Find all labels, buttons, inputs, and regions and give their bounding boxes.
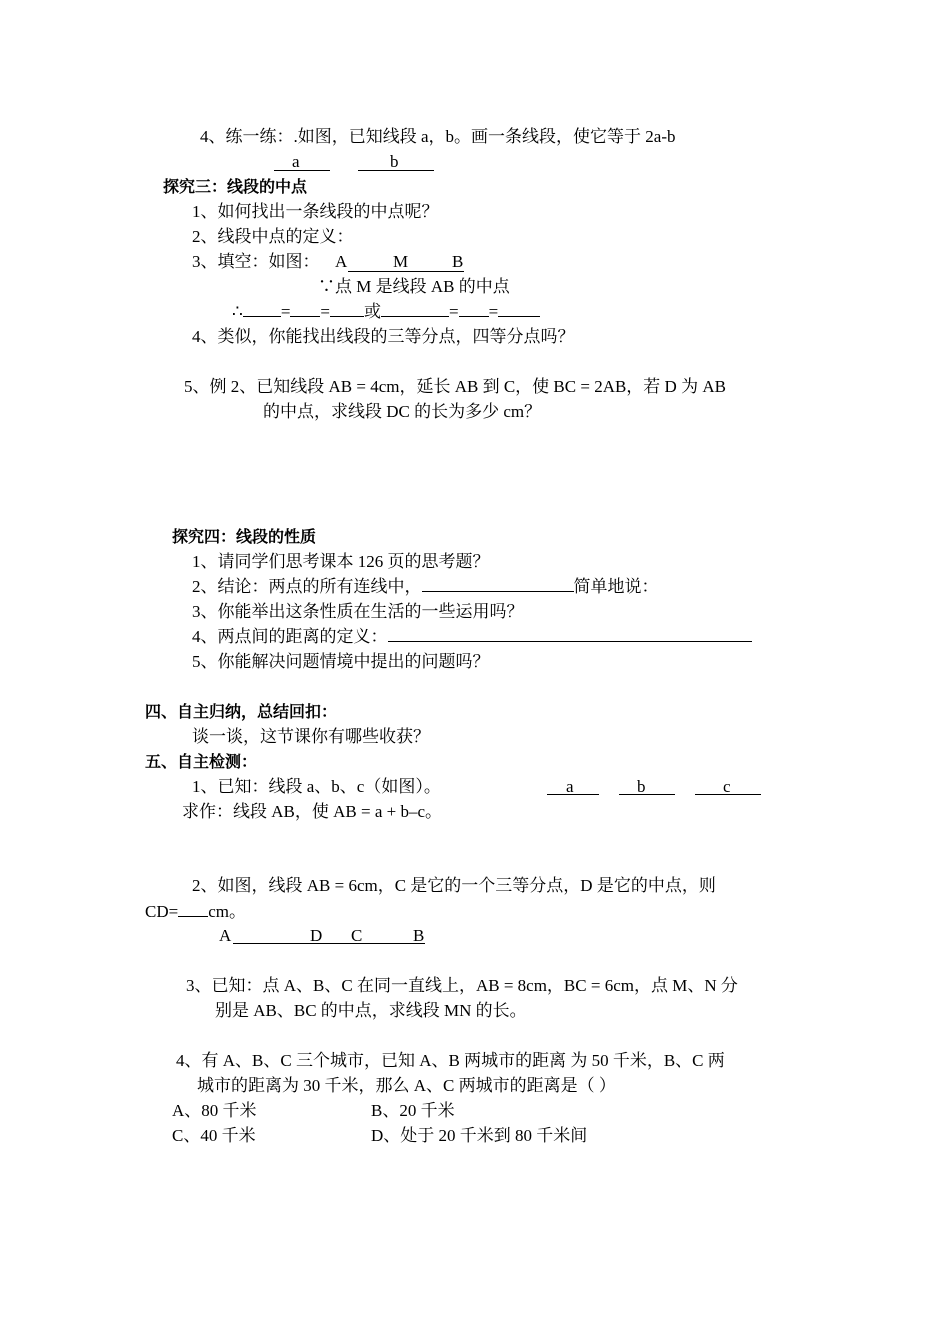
point-m-label: M	[393, 252, 409, 271]
point-d-label: D	[310, 926, 323, 945]
segment-c-label: c	[723, 777, 731, 796]
part-5-q3-line2: 别是 AB、BC 的中点，求线段 MN 的长。	[215, 1001, 527, 1020]
explore-4-q1: 1、请同学们思考课本 126 页的思考题？	[192, 552, 490, 571]
part-5-q4-line2: 城市的距离为 30 千米，那么 A、C 两城市的距离是（ ）	[197, 1076, 616, 1095]
explore-4-q3: 3、你能举出这条性质在生活的一些运用吗？	[192, 602, 524, 621]
explore-3-q5-line1: 5、例 2、已知线段 AB = 4cm，延长 AB 到 C，使 BC = 2AB，若 D 为 AB	[184, 377, 726, 396]
part-5-q3-line1: 3、已知：点 A、B、C 在同一直线上，AB = 8cm，BC = 6cm，点 M、N 分	[186, 976, 738, 995]
practice-4-text: 4、练一练：.如图，已知线段 a，b。画一条线段，使它等于 2a-b	[200, 127, 676, 146]
blank-6[interactable]	[498, 316, 540, 317]
cd-blank[interactable]	[178, 916, 208, 917]
explore-4-q2: 2、结论：两点的所有连线中， 简单地说：	[192, 577, 659, 596]
explore-3-q2: 2、线段中点的定义：	[192, 227, 354, 246]
blank-1[interactable]	[243, 316, 281, 317]
therefore-symbol: ∴	[232, 302, 243, 321]
part-5-q1-line2: 求作：线段 AB，使 AB = a + b–c。	[182, 802, 442, 821]
therefore-line: ∴ = = 或 = =	[232, 301, 540, 323]
explore-3-q4: 4、类似，你能找出线段的三等分点，四等分点吗？	[192, 327, 575, 346]
explore-3-q5-line2: 的中点，求线段 DC 的长为多少 cm？	[263, 402, 542, 421]
option-d[interactable]: D、处于 20 千米到 80 千米间	[371, 1126, 588, 1145]
segment-adcb-line	[233, 943, 425, 944]
blank-2[interactable]	[290, 316, 320, 317]
part-5-q2-line1: 2、如图，线段 AB = 6cm，C 是它的一个三等分点，D 是它的中点，则	[192, 876, 716, 895]
explore-4-q5: 5、你能解决问题情境中提出的问题吗？	[192, 652, 490, 671]
segment-b-label-2: b	[637, 777, 646, 796]
point-b-label-2: B	[413, 926, 425, 945]
part-5-q1-line1: 1、已知：线段 a、b、c（如图）。	[192, 777, 441, 796]
blank-3[interactable]	[330, 316, 364, 317]
segment-b-line-2	[619, 794, 675, 795]
part-4-text: 谈一谈，这节课你有哪些收获？	[192, 727, 430, 746]
section-heading-part-4: 四、自主归纳，总结回扣：	[145, 702, 338, 721]
conclusion-blank[interactable]	[422, 591, 574, 592]
point-b-label: B	[452, 252, 464, 271]
option-c[interactable]: C、40 千米	[172, 1126, 256, 1145]
segment-a-label: a	[292, 152, 300, 171]
segment-a-label-2: a	[566, 777, 574, 796]
explore-4-q4: 4、两点间的距离的定义：	[192, 626, 752, 648]
part-5-q2-line2: CD= cm。	[145, 902, 246, 921]
point-c-label: C	[351, 926, 363, 945]
option-b[interactable]: B、20 千米	[371, 1101, 455, 1120]
distance-definition-blank[interactable]	[388, 641, 752, 642]
explore-3-q1: 1、如何找出一条线段的中点呢？	[192, 202, 439, 221]
blank-5[interactable]	[459, 316, 489, 317]
point-a-label: A	[335, 252, 348, 271]
section-heading-explore-3: 探究三：线段的中点	[163, 177, 308, 196]
explore-3-q3-prefix: 3、填空：如图：	[192, 252, 320, 271]
because-statement: ∵点 M 是线段 AB 的中点	[318, 277, 510, 296]
blank-4[interactable]	[381, 316, 449, 317]
section-heading-explore-4: 探究四：线段的性质	[172, 527, 317, 546]
segment-a-line	[274, 170, 330, 171]
point-a-label-2: A	[219, 926, 232, 945]
option-a[interactable]: A、80 千米	[172, 1101, 257, 1120]
segment-b-label: b	[390, 152, 399, 171]
part-5-q4-line1: 4、有 A、B、C 三个城市，已知 A、B 两城市的距离 为 50 千米，B、C 两	[176, 1051, 725, 1070]
section-heading-part-5: 五、自主检测：	[145, 752, 258, 771]
